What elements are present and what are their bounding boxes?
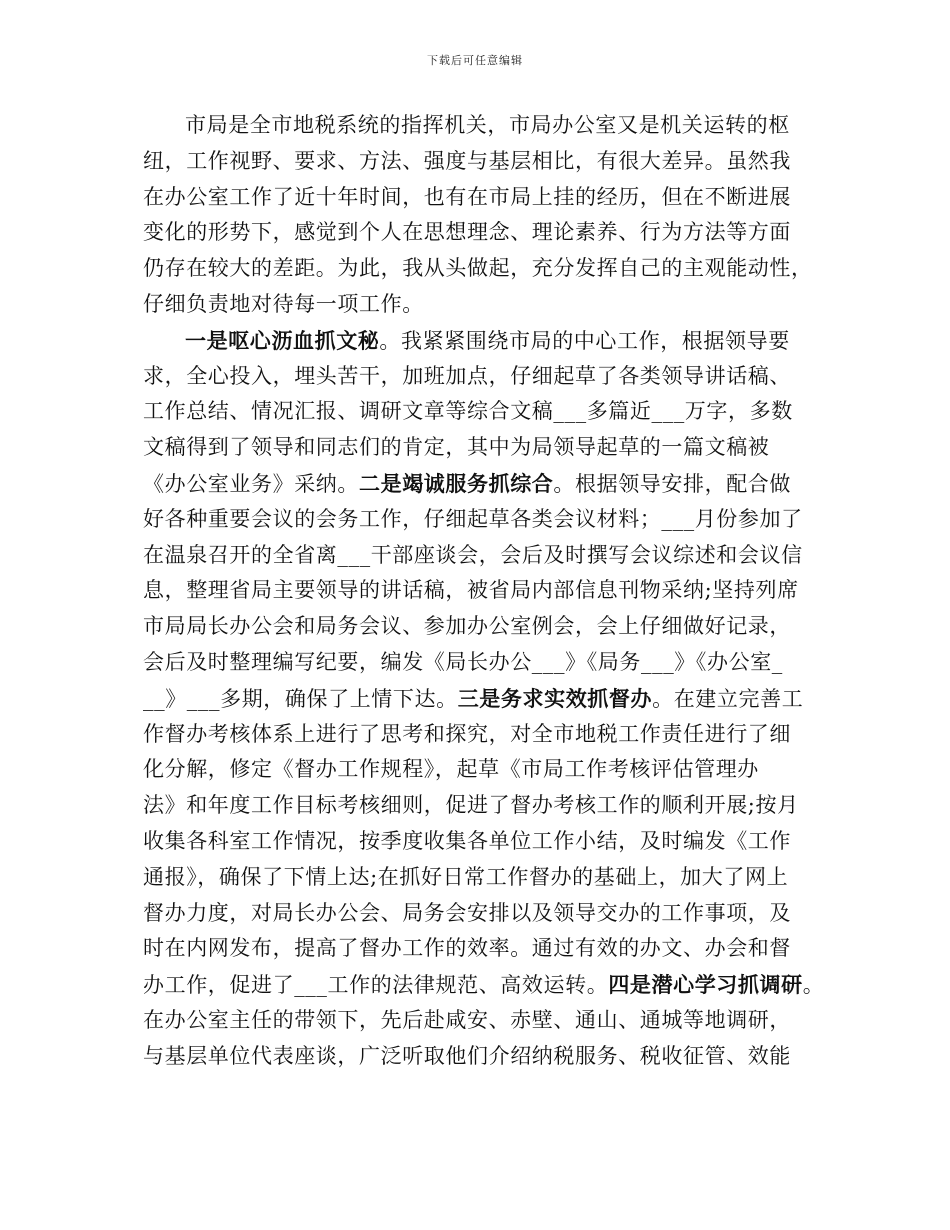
text-line xyxy=(143,287,823,323)
text-line xyxy=(143,1003,823,1039)
text-line xyxy=(143,144,823,180)
body-text: 好各种重要会议的会务工作，仔细起草各类会议材料；___月份参加了 xyxy=(143,506,803,531)
text-line xyxy=(143,1039,823,1075)
body-text: 。我紧紧围绕市局的中心工作，根据领导要 xyxy=(379,328,790,353)
body-text: 会后及时整理编写纪要，编发《局长办公___》《局务___》《办公室_ xyxy=(143,649,783,674)
text-line xyxy=(143,931,823,967)
text-line xyxy=(143,180,823,216)
text-line xyxy=(143,645,823,681)
text-line xyxy=(143,394,823,430)
page-header: 下载后可任意编辑 xyxy=(427,54,523,67)
paragraph xyxy=(143,108,823,323)
bold-heading-text: 一是呕心沥血抓文秘 xyxy=(185,327,380,353)
body-text: 《办公室业务》采纳。 xyxy=(143,471,359,496)
text-line xyxy=(143,430,823,466)
text-line xyxy=(143,717,823,753)
body-text: 仔细负责地对待每一项工作。 xyxy=(143,291,424,316)
body-text: 时在内网发布，提高了督办工作的效率。通过有效的办文、办会和督 xyxy=(143,936,791,961)
paragraph xyxy=(143,323,823,1075)
text-line xyxy=(143,609,823,645)
body-text: 变化的形势下，感觉到个人在思想理念、理论素养、行为方法等方面 xyxy=(143,220,791,245)
text-line xyxy=(143,824,823,860)
bold-heading-text: 二是竭诚服务抓综合 xyxy=(359,470,554,496)
body-text: 。在建立完善工 xyxy=(652,686,804,711)
body-text: 文稿得到了领导和同志们的肯定，其中为局领导起草的一篇文稿被 xyxy=(143,435,770,460)
text-line xyxy=(143,502,823,538)
bold-heading-text: 三是务求实效抓督办 xyxy=(457,685,653,711)
text-line xyxy=(143,860,823,896)
text-line xyxy=(143,752,823,788)
text-line xyxy=(143,788,823,824)
text-line xyxy=(143,251,823,287)
body-text: 作督办考核体系上进行了思考和探究，对全市地税工作责任进行了细 xyxy=(143,721,791,746)
body-text: 求，全心投入，埋头苦干，加班加点，仔细起草了各类领导讲话稿、 xyxy=(143,363,791,388)
bold-heading-text: 四是潜心学习抓调研 xyxy=(608,972,803,998)
text-line xyxy=(143,108,823,144)
text-line xyxy=(143,466,823,502)
text-line xyxy=(143,573,823,609)
body-text: 在温泉召开的全省离___干部座谈会，会后及时撰写会议综述和会议信 xyxy=(143,542,803,567)
body-text: 在办公室主任的带领下，先后赴咸安、赤壁、通山、通城等地调研， xyxy=(143,1007,791,1032)
body-text: 。 xyxy=(802,973,825,998)
body-text: __》___多期，确保了上情下达。 xyxy=(143,686,458,711)
body-text: 与基层单位代表座谈，广泛听取他们介绍纳税服务、税收征管、效能 xyxy=(143,1043,791,1068)
body-text: 工作总结、情况汇报、调研文章等综合文稿___多篇近___万字，多数 xyxy=(143,399,793,424)
body-text: 收集各科室工作情况，按季度收集各单位工作小结，及时编发《工作 xyxy=(143,828,791,853)
body-text: 在办公室工作了近十年时间，也有在市局上挂的经历，但在不断进展 xyxy=(143,184,791,209)
text-line xyxy=(143,681,823,717)
text-line xyxy=(143,967,823,1003)
body-text: 化分解，修定《督办工作规程》，起草《市局工作考核评估管理办 xyxy=(143,757,759,782)
body-text: 办工作，促进了___工作的法律规范、高效运转。 xyxy=(143,973,609,998)
body-text: 法》和年度工作目标考核细则，促进了督办考核工作的顺利开展;按月 xyxy=(143,793,799,818)
body-text: 纽，工作视野、要求、方法、强度与基层相比，有很大差异。虽然我 xyxy=(143,148,791,173)
text-line xyxy=(143,323,823,359)
body-text: 。根据领导安排，配合做 xyxy=(553,471,792,496)
document-body xyxy=(143,108,823,1075)
body-text: 通报》，确保了下情上达;在抓好日常工作督办的基础上，加大了网上 xyxy=(143,864,789,889)
body-text: 息，整理省局主要领导的讲话稿，被省局内部信息刊物采纳;坚持列席 xyxy=(143,578,799,603)
text-line xyxy=(143,359,823,395)
body-text: 督办力度，对局长办公会、局务会安排以及领导交办的工作事项，及 xyxy=(143,900,791,925)
body-text: 市局局长办公会和局务会议、参加办公室例会，会上仔细做好记录， xyxy=(143,614,791,639)
body-text: 市局是全市地税系统的指挥机关，市局办公室又是机关运转的枢 xyxy=(185,113,790,137)
text-line xyxy=(143,215,823,251)
text-line xyxy=(143,538,823,574)
text-line xyxy=(143,896,823,932)
body-text: 仍存在较大的差距。为此，我从头做起，充分发挥自己的主观能动性， xyxy=(143,256,813,281)
